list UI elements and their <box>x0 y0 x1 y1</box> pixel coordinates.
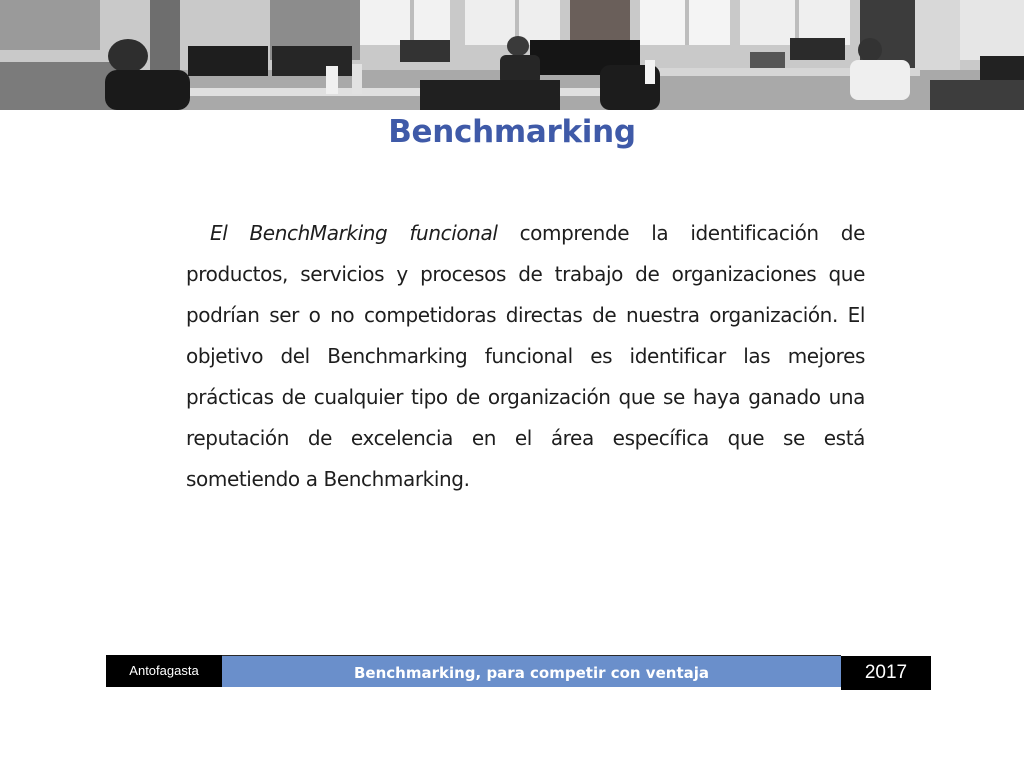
body-text: comprende la identificación de productos, servicios y procesos de trabajo de organizaciones que podrían ser o no competidoras directas de nuestra organización. El objetivo del Benchmarking funcional es identificar las mejores prácticas de cualquier tipo de organización que se haya ganado una reputación de excelencia en el área específica que se está sometiendo a Benchmarking. <box>186 221 865 491</box>
slide-title: Benchmarking <box>388 114 636 150</box>
footer-location: Antofagasta <box>106 655 222 687</box>
footer-subtitle: Benchmarking, para competir con ventaja <box>222 655 841 687</box>
footer-year: 2017 <box>841 656 931 690</box>
body-emphasis: El BenchMarking funcional <box>210 221 498 245</box>
header-office-photo <box>0 0 1024 110</box>
footer-bar <box>106 655 931 690</box>
body-paragraph <box>186 213 865 500</box>
